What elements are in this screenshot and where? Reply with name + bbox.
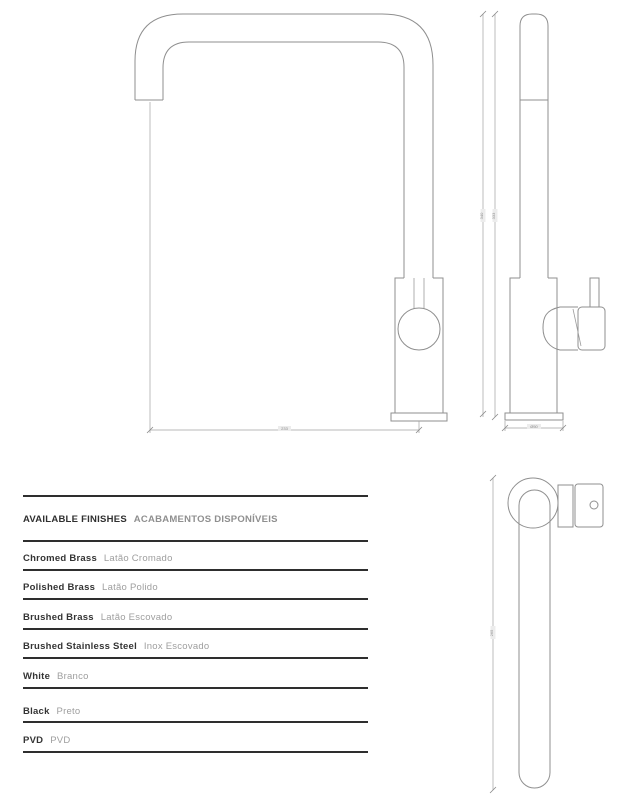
front-extension-line bbox=[150, 102, 419, 433]
finish-name-en: White bbox=[23, 671, 51, 682]
finish-row-white bbox=[23, 671, 89, 682]
header-label-en: AVAILABLE FINISHES bbox=[23, 514, 127, 525]
finish-name-en: Black bbox=[23, 706, 50, 717]
finish-name-pt: Latão Cromado bbox=[103, 553, 173, 564]
side-base-dimension-label: Ø50 bbox=[530, 424, 538, 430]
spout-outer-outline bbox=[135, 14, 433, 278]
table-rule bbox=[23, 540, 368, 542]
top-spout-stadium bbox=[519, 490, 550, 788]
header-label-pt: ACABAMENTOS DISPONÍVEIS bbox=[133, 514, 278, 525]
finish-row-brushed-brass bbox=[23, 612, 172, 623]
finish-name-pt: Preto bbox=[56, 706, 81, 717]
side-height-dimension-label-outer: 340 bbox=[479, 212, 484, 220]
top-length-dimension-label: 265 bbox=[489, 629, 494, 637]
table-rule bbox=[23, 721, 368, 723]
table-rule bbox=[23, 687, 368, 689]
spout-inner-outline bbox=[163, 42, 404, 278]
front-base-flange bbox=[391, 413, 447, 421]
table-rule bbox=[23, 598, 368, 600]
finish-name-pt: Latão Escovado bbox=[100, 612, 173, 623]
faucet-front-view-drawing bbox=[135, 14, 447, 433]
finish-name-en: Polished Brass bbox=[23, 582, 96, 593]
finish-name-en: Chromed Brass bbox=[23, 553, 97, 564]
table-rule bbox=[23, 657, 368, 659]
front-joint-circle bbox=[398, 308, 440, 350]
table-rule bbox=[23, 751, 368, 753]
top-handle-hole bbox=[590, 501, 598, 509]
front-reach-dimension-label: 233 bbox=[281, 426, 288, 432]
front-body-outline bbox=[395, 278, 443, 413]
faucet-side-view-drawing bbox=[479, 11, 605, 431]
side-handle-lever bbox=[590, 278, 599, 307]
side-height-dimension-label-inner: 333 bbox=[491, 212, 496, 220]
finish-row-chromed-brass bbox=[23, 553, 173, 564]
finish-name-en: PVD bbox=[23, 735, 44, 746]
finish-row-black bbox=[23, 706, 80, 717]
finish-row-polished-brass bbox=[23, 582, 158, 593]
side-base-flange bbox=[505, 413, 563, 420]
table-rule bbox=[23, 569, 368, 571]
faucet-top-view-drawing bbox=[489, 475, 603, 793]
front-cartridge-lines bbox=[414, 278, 424, 309]
top-handle-body bbox=[575, 484, 603, 527]
finish-name-pt: Latão Polido bbox=[102, 582, 158, 593]
finish-name-pt: PVD bbox=[50, 735, 71, 746]
finish-name-en: Brushed Stainless Steel bbox=[23, 641, 137, 652]
finishes-table-header bbox=[23, 514, 278, 525]
top-handle-connector bbox=[558, 485, 573, 527]
finish-name-pt: Inox Escovado bbox=[143, 641, 210, 652]
table-rule bbox=[23, 495, 368, 497]
side-handle-joint-line bbox=[573, 309, 581, 346]
finishes-table bbox=[23, 495, 368, 753]
finish-row-pvd bbox=[23, 735, 70, 746]
finish-name-pt: Branco bbox=[57, 671, 89, 682]
side-spout-tube bbox=[520, 14, 548, 278]
table-rule bbox=[23, 628, 368, 630]
finish-name-en: Brushed Brass bbox=[23, 612, 94, 623]
finish-row-brushed-stainless-steel bbox=[23, 641, 209, 652]
side-handle-bulge bbox=[543, 307, 578, 350]
side-handle-body bbox=[578, 307, 605, 350]
